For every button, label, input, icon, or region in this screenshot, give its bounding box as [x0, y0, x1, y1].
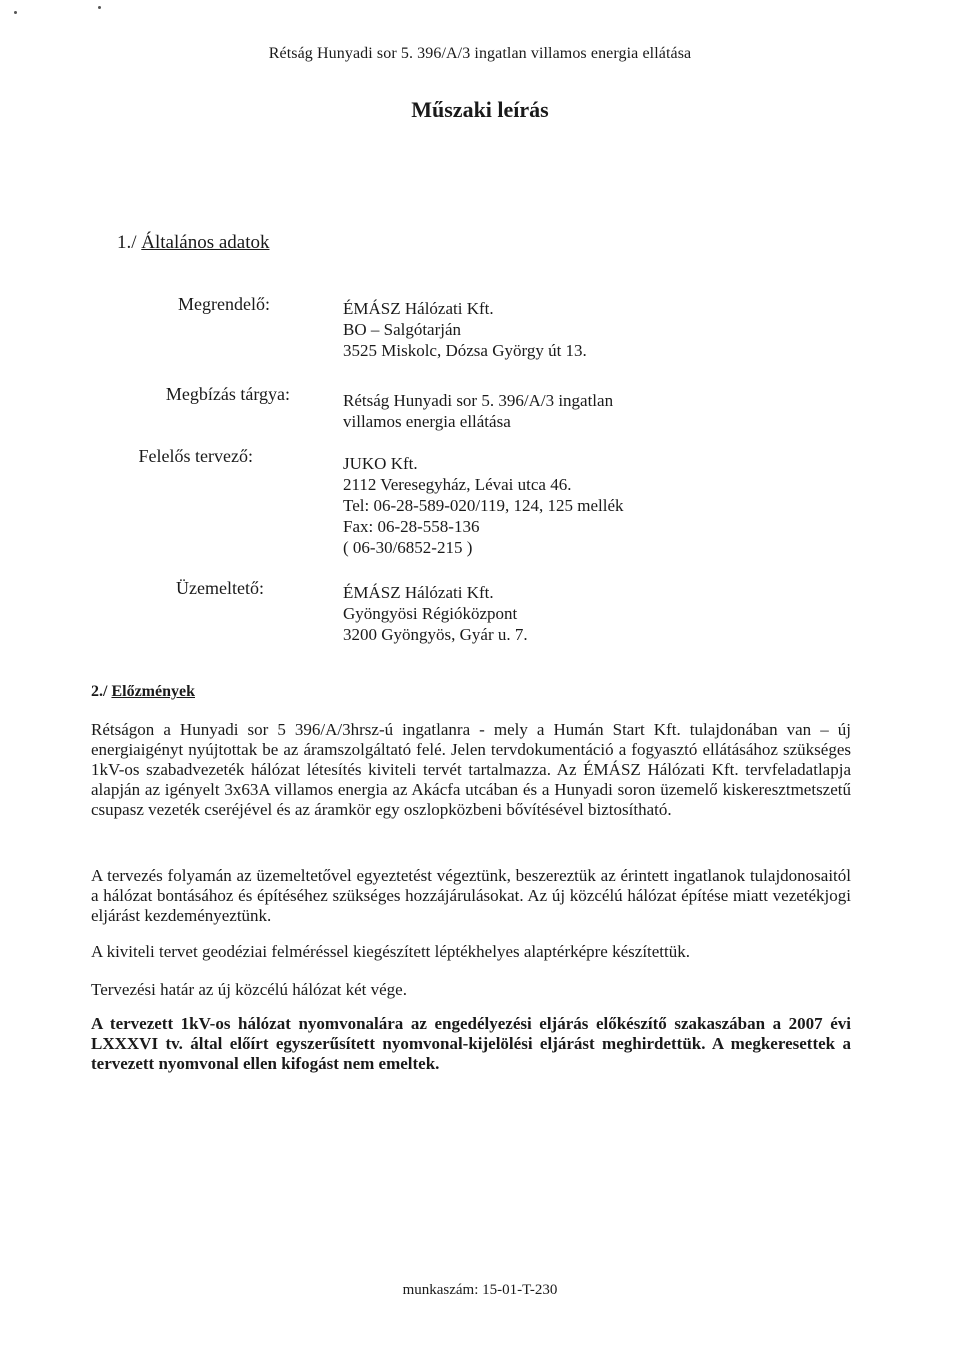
section-1-number: 1./: [117, 232, 137, 253]
value-line: ÉMÁSZ Hálózati Kft.: [343, 583, 494, 602]
paragraph-boundary: Tervezési határ az új közcélú hálózat két vége.: [91, 980, 407, 999]
section-2-title: Előzmények: [111, 683, 195, 700]
value-line: 3525 Miskolc, Dózsa György út 13.: [343, 341, 587, 360]
value-megrendelo: [343, 298, 587, 361]
value-line: villamos energia ellátása: [343, 412, 511, 431]
section-2-heading: [91, 683, 195, 701]
label-uzemelteto: Üzemeltető:: [176, 578, 264, 598]
value-uzemelteto: [343, 582, 528, 645]
document-title: Műszaki leírás: [411, 97, 549, 122]
value-line: BO – Salgótarján: [343, 320, 462, 339]
section-1-title: Általános adatok: [141, 232, 270, 253]
paragraph-coordination: A tervezés folyamán az üzemeltetővel egyeztetést végeztünk, beszereztük az érintett ingatlanok tulajdonosaitól a hálózat bontásához és építéséhez szükséges hozzájárulásokat. Az új közcélú hálózat építése miatt vezetékjogi eljárást kezdeményeztünk.: [91, 866, 851, 925]
paragraph-route-procedure: A tervezett 1kV-os hálózat nyomvonalára az engedélyezési eljárás előkészítő szakaszában a 2007 évi LXXXVI tv. által előírt egyszerűsített nyomvonal-kijelölési eljárást meghirdettük. A megkeresettek a tervezett nyomvonal ellen kifogást nem emeltek.: [91, 1014, 851, 1073]
value-line: 3200 Gyöngyös, Gyár u. 7.: [343, 625, 528, 644]
header-line: Rétság Hunyadi sor 5. 396/A/3 ingatlan villamos energia ellátása: [268, 45, 692, 62]
paragraph-history: Rétságon a Hunyadi sor 5 396/A/3hrsz-ú ingatlanra - mely a Humán Start Kft. tulajdonában van – új energiaigényt nyújtottak be az áramszolgáltató felé. Jelen tervdokumentáció a fogyasztó ellátásához szükséges 1kV-os szabadvezeték hálózat létesítés kiviteli tervét tartalmazza. Az ÉMÁSZ Hálózati Kft. tervfeladatlapja alapján az igényelt 3x63A villamos energia az Akácfa utcában és a Hunyadi soron üzemelő kiskeresztmetszetű csupasz vezeték cseréjével és az áramkör egy oszlopközbeni bővítésével biztosítható.: [91, 720, 851, 819]
value-line: Tel: 06-28-589-020/119, 124, 125 mellék: [343, 496, 624, 515]
section-2-number: 2./: [91, 683, 108, 700]
label-megbizas-targya: Megbízás tárgya:: [165, 384, 290, 404]
value-line: ( 06-30/6852-215 ): [343, 538, 473, 557]
value-line: Gyöngyösi Régióközpont: [343, 604, 518, 623]
paragraph-survey: A kiviteli tervet geodéziai felméréssel kiegészített léptékhelyes alaptérképre készítettük.: [91, 942, 691, 961]
value-line: ÉMÁSZ Hálózati Kft.: [343, 299, 494, 318]
value-line: Fax: 06-28-558-136: [343, 517, 480, 536]
scan-speck: [14, 11, 17, 14]
value-line: Rétság Hunyadi sor 5. 396/A/3 ingatlan: [343, 391, 614, 410]
value-line: JUKO Kft.: [343, 454, 418, 473]
value-megbizas-targya: [343, 390, 613, 432]
section-1-heading: [117, 232, 270, 254]
scan-speck: [98, 6, 101, 9]
label-megrendelo: Megrendelő:: [178, 294, 270, 314]
value-line: 2112 Veresegyház, Lévai utca 46.: [343, 475, 572, 494]
job-number: munkaszám: 15-01-T-230: [402, 1282, 558, 1298]
value-felelos-tervezo: [343, 453, 624, 558]
label-felelos-tervezo: Felelős tervező:: [138, 446, 253, 466]
